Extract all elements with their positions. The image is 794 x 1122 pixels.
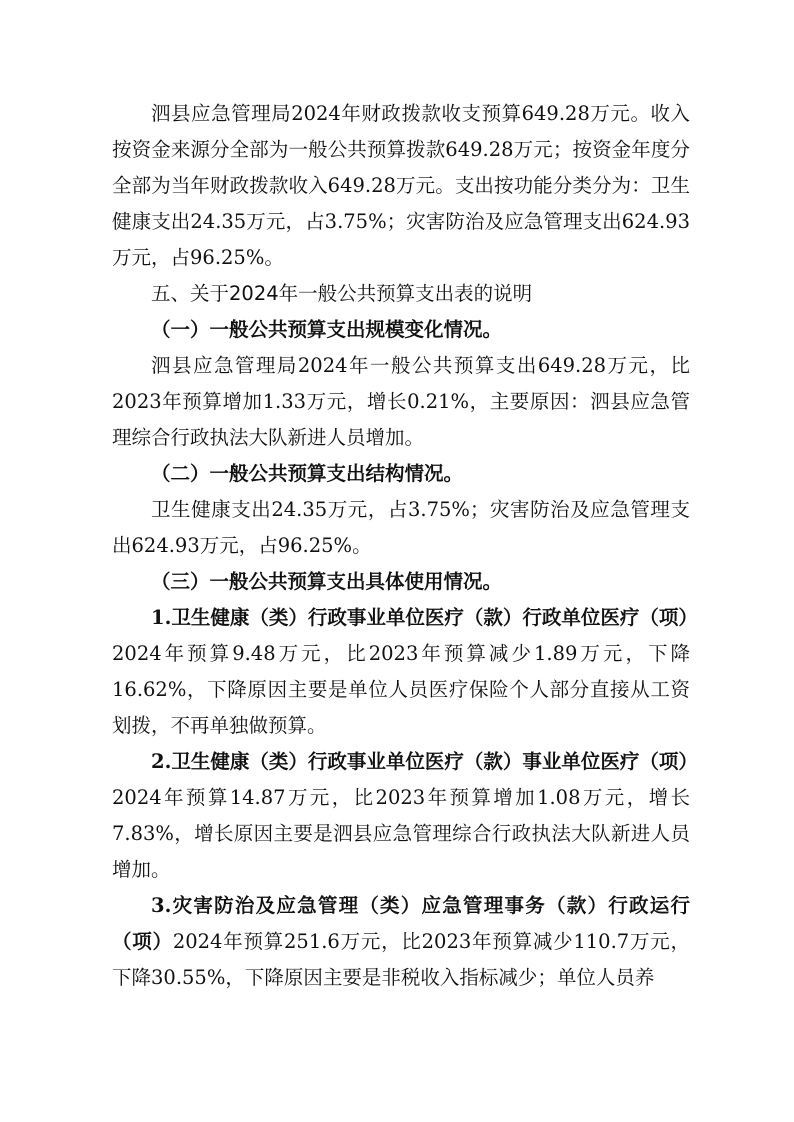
document-body xyxy=(112,96,698,996)
item-two-paragraph xyxy=(112,744,698,888)
subsection-one-heading: （一）一般公共预算支出规模变化情况。 xyxy=(151,318,503,341)
subsection-three-heading: （三）一般公共预算支出具体使用情况。 xyxy=(151,570,503,593)
subsection-two-heading: （二）一般公共预算支出结构情况。 xyxy=(151,462,464,485)
item-three-text: 2024年预算251.6万元，比2023年预算减少110.7万元，下降30.55%，下降原因主要是非税收入指标减少；单位人员养 xyxy=(112,930,690,989)
item-one-text: 2024年预算9.48万元，比2023年预算减少1.89万元，下降16.62%，下降原因主要是单位人员医疗保险个人部分直接从工资划拨，不再单独做预算。 xyxy=(112,642,690,737)
item-three-lead: 3.灾害防治及应急管理（类）应急管理事务（款）行政运行（项） xyxy=(112,894,690,953)
scale-change-paragraph: 泗县应急管理局2024年一般公共预算支出649.28万元，比2023年预算增加1.33万元，增长0.21%，主要原因：泗县应急管理综合行政执法大队新进人员增加。 xyxy=(112,354,690,449)
item-three-paragraph xyxy=(112,888,690,996)
item-two-text: 2024年预算14.87万元，比2023年预算增加1.08万元，增长7.83%，增长原因主要是泗县应急管理综合行政执法大队新进人员增加。 xyxy=(112,786,690,881)
item-two-lead: 2.卫生健康（类）行政事业单位医疗（款）事业单位医疗（项） xyxy=(151,750,698,773)
structure-paragraph: 卫生健康支出24.35万元，占3.75%；灾害防治及应急管理支出624.93万元，占96.25%。 xyxy=(112,498,690,557)
item-one-paragraph xyxy=(112,600,698,744)
budget-overview-paragraph: 泗县应急管理局2024年财政拨款收支预算649.28万元。收入按资金来源分全部为一般公共预算拨款649.28万元；按资金年度分全部为当年财政拨款收入649.28万元。支出按功能分类分为：卫生健康支出24.35万元，占3.75%；灾害防治及应急管理支出624.93万元，占96.25%。 xyxy=(112,102,690,269)
item-one-lead: 1.卫生健康（类）行政事业单位医疗（款）行政单位医疗（项） xyxy=(151,606,698,629)
section-five-heading: 五、关于2024年一般公共预算支出表的说明 xyxy=(151,282,533,305)
